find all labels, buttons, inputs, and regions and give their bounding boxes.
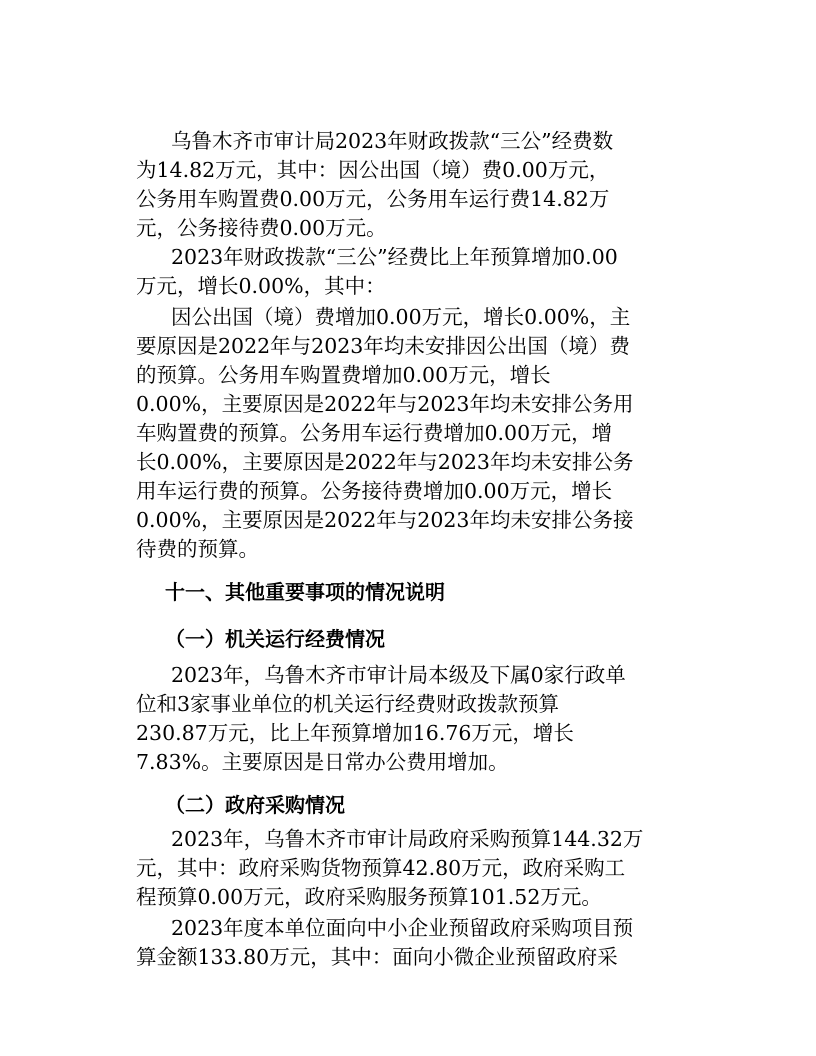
body-text-line: 待费的预算。 (136, 537, 259, 561)
body-text-line: 用车运行费的预算。公务接待费增加0.00万元，增长 (136, 479, 613, 503)
body-text-line: 乌鲁木齐市审计局2023年财政拨款“三公”经费数 (171, 129, 614, 153)
body-text-line: 要原因是2022年与2023年均未安排因公出国（境）费 (136, 334, 630, 358)
body-text-line: 算金额133.80万元，其中：面向小微企业预留政府采 (136, 945, 618, 969)
body-text-line: 为14.82万元，其中：因公出国（境）费0.00万元， (136, 158, 610, 182)
body-text-line: 程预算0.00万元，政府采购服务预算101.52万元。 (136, 885, 602, 909)
body-text-line: 2023年，乌鲁木齐市审计局政府采购预算144.32万 (171, 827, 644, 851)
body-text-line: 2023年财政拨款“三公”经费比上年预算增加0.00 (171, 245, 618, 269)
body-text-line: 元，其中：政府采购货物预算42.80万元，政府采购工 (136, 856, 626, 880)
body-text-line: 长0.00%，主要原因是2022年与2023年均未安排公务 (136, 450, 634, 474)
body-text-line: 的预算。公务用车购置费增加0.00万元，增长 (136, 363, 551, 387)
body-text-line: 位和3家事业单位的机关运行经费财政拨款预算 (136, 692, 560, 716)
body-text-line: 0.00%，主要原因是2022年与2023年均未安排公务用 (136, 392, 634, 416)
body-text-line: 2023年度本单位面向中小企业预留政府采购项目预 (171, 916, 634, 940)
body-text-line: 万元，增长0.00%，其中： (136, 274, 386, 298)
body-text-line: 因公出国（境）费增加0.00万元，增长0.00%，主 (171, 305, 631, 329)
body-text-line: 元，公务接待费0.00万元。 (136, 216, 387, 240)
body-text-line: 7.83%。主要原因是日常办公费用增加。 (136, 750, 509, 774)
body-text-line: 230.87万元，比上年预算增加16.76万元，增长 (136, 721, 574, 745)
subsection-heading: （一）机关运行经费情况 (165, 627, 385, 651)
body-text-line: 公务用车购置费0.00万元，公务用车运行费14.82万 (136, 187, 610, 211)
subsection-heading: （二）政府采购情况 (165, 793, 345, 817)
body-text-line: 0.00%，主要原因是2022年与2023年均未安排公务接 (136, 508, 634, 532)
body-text-line: 2023年，乌鲁木齐市审计局本级及下属0家行政单 (171, 663, 626, 687)
body-text-line: 车购置费的预算。公务用车运行费增加0.00万元，增 (136, 421, 613, 445)
section-heading: 十一、其他重要事项的情况说明 (165, 580, 445, 604)
